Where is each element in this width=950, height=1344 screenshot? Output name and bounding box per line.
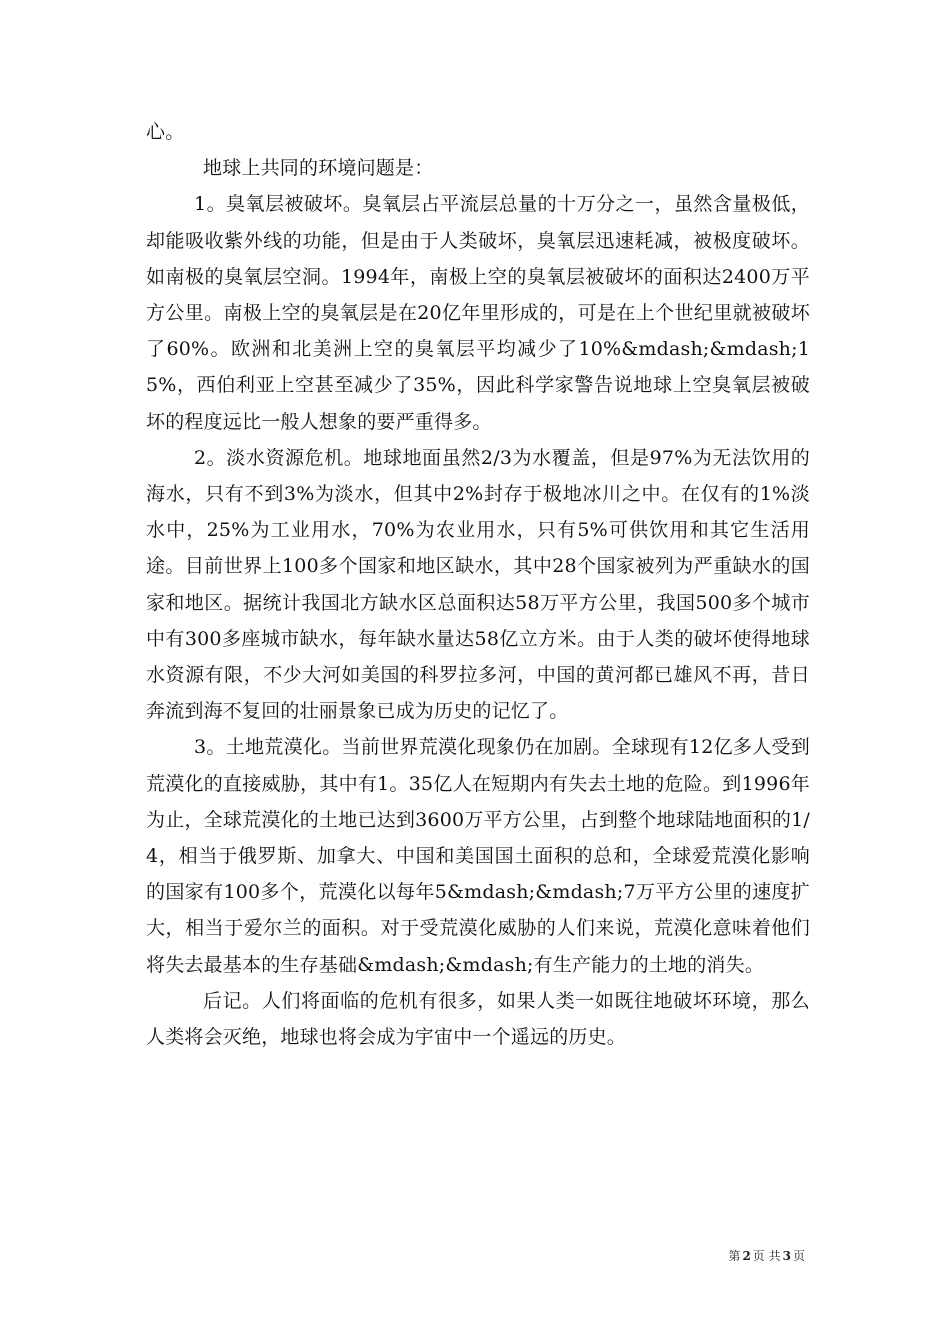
paragraph-intro: 地球上共同的环境问题是： [203,157,434,180]
footer-total-pages: 3 [782,1249,791,1263]
footer-suffix: 页 [792,1249,805,1263]
document-body [146,114,810,1055]
paragraph-freshwater: 2。淡水资源危机。地球地面虽然2/3为水覆盖，但是97%为无法饮用的海水，只有不到3%为淡水，但其中2%封存于极地冰川之中。在仅有的1%淡水中，25%为工业用水，70%为农业用水，只有5%可供饮用和其它生活用途。目前世界上100多个国家和地区缺水，其中28个国家被列为严重缺水的国家和地区。据统计我国北方缺水区总面积达58万平方公里，我国500多个城市中有300多座城市缺水，每年缺水量达58亿立方米。由于人类的破坏使得地球水资源有限，不少大河如美国的科罗拉多河，中国的黄河都已雄风不再，昔日奔流到海不复回的壮丽景象已成为历史的记忆了。 [146,446,810,723]
paragraph-continuation: 心。 [146,121,185,143]
paragraph-desertification: 3。土地荒漠化。当前世界荒漠化现象仍在加剧。全球现有12亿多人受到荒漠化的直接威胁，其中有1。35亿人在短期内有失去土地的危险。到1996年为止，全球荒漠化的土地已达到3600万平方公里，占到整个地球陆地面积的1/4，相当于俄罗斯、加拿大、中国和美国国土面积的总和，全球爱荒漠化影响的国家有100多个，荒漠化以每年5&mdash;&mdash;7万平方公里的速度扩大，相当于爱尔兰的面积。对于受荒漠化威胁的人们来说，荒漠化意味着他们将失去最基本的生存基础&mdash;&mdash;有生产能力的土地的消失。 [146,736,810,976]
paragraph-ozone: 1。臭氧层被破坏。臭氧层占平流层总量的十万分之一，虽然含量极低，却能吸收紫外线的功能，但是由于人类破坏，臭氧层迅速耗减，被极度破坏。如南极的臭氧层空洞。1994年，南极上空的臭氧层被破坏的面积达2400万平方公里。南极上空的臭氧层是在20亿年里形成的，可是在上个世纪里就被破坏了60%。欧洲和北美洲上空的臭氧层平均减少了10%&mdash;&mdash;15%，西伯利亚上空甚至减少了35%，因此科学家警告说地球上空臭氧层被破坏的程度远比一般人想象的要严重得多。 [146,193,810,433]
footer-prefix: 第 [728,1249,741,1263]
page-footer [728,1247,805,1264]
paragraph-afterword: 后记。人们将面临的危机有很多，如果人类一如既往地破坏环境，那么人类将会灭绝，地球也将会成为宇宙中一个遥远的历史。 [146,989,810,1049]
footer-current-page: 2 [742,1249,751,1263]
footer-middle: 页 共 [752,1249,781,1263]
